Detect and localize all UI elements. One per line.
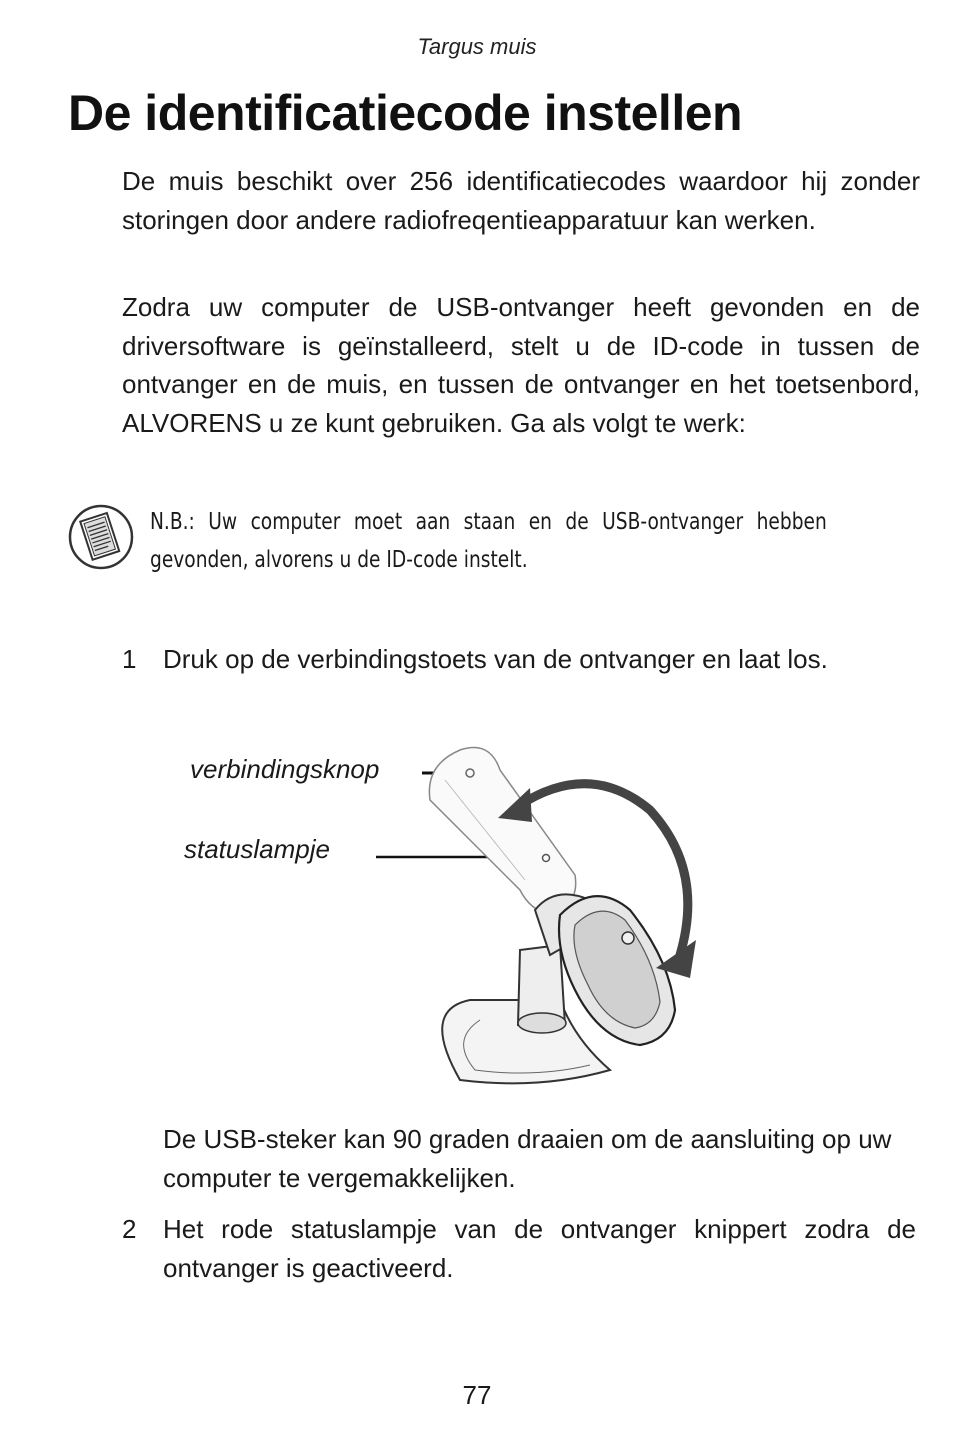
note-text: N.B.: Uw computer moet aan staan en de USB-ontvanger hebben gevonden, alvorens u de ID-code instelt. xyxy=(150,509,827,573)
intro-paragraph: De muis beschikt over 256 identificatiecodes waardoor hij zonder storingen door andere radiofreqentieapparatuur kan werken. xyxy=(122,166,920,235)
setup-paragraph: Zodra uw computer de USB-ontvanger heeft gevonden en de driversoftware is geïnstalleerd, stelt u de ID-code in tussen de ontvanger en de muis, en tussen de ontvanger en het toetsenbord, ALVORENS u ze kunt gebruiken. Ga als volgt te werk: xyxy=(122,292,920,438)
page-number: 77 xyxy=(462,1380,492,1410)
step-number: 1 xyxy=(122,644,137,674)
running-header: Targus muis xyxy=(417,34,537,59)
connect-button-callout: verbindingsknop xyxy=(190,754,380,784)
step-number: 2 xyxy=(122,1214,137,1244)
page-title: De identificatiecode instellen xyxy=(68,85,743,141)
step-text: Druk op de verbindingstoets van de ontvanger en laat los. xyxy=(163,644,828,674)
status-light-callout: statuslampje xyxy=(184,834,330,864)
rotation-note: De USB-steker kan 90 graden draaien om de aansluiting op uw computer te vergemakkelijken. xyxy=(163,1124,892,1193)
usb-receiver-illustration xyxy=(360,740,720,1090)
step-text: Het rode statuslampje van de ontvanger knippert zodra de ontvanger is geactiveerd. xyxy=(163,1214,916,1283)
